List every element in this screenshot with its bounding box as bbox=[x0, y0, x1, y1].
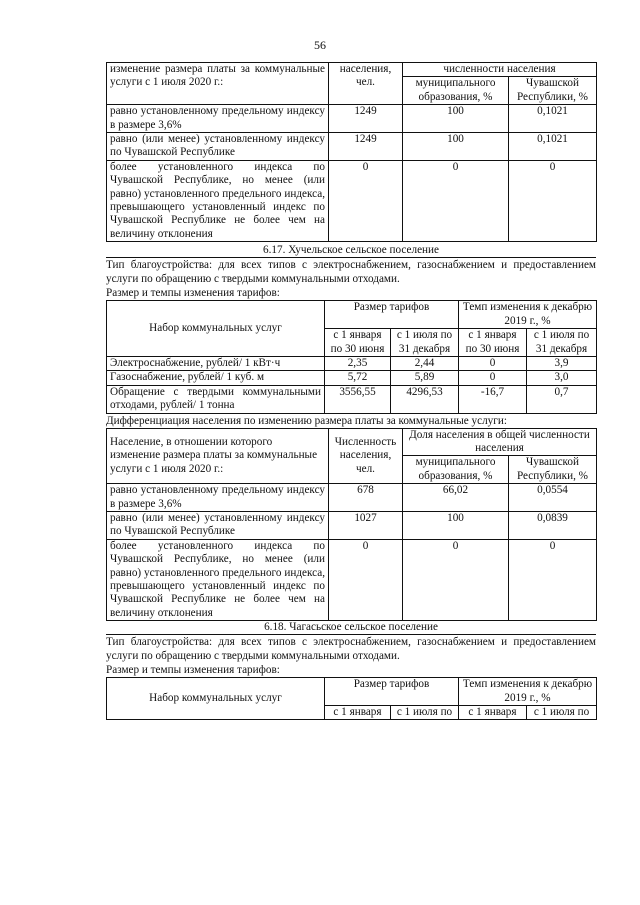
service-name: Обращение с твердыми коммунальными отходами, рублей/ 1 тонна bbox=[107, 385, 325, 413]
tariff-jul: 2,44 bbox=[391, 356, 459, 370]
header-share: численности населения bbox=[403, 63, 597, 77]
service-name: Электроснабжение, рублей/ 1 кВт·ч bbox=[107, 356, 325, 370]
header-jan2: с 1 января bbox=[459, 706, 527, 720]
header-size: Размер тарифов bbox=[325, 301, 459, 329]
row-pop: 678 bbox=[329, 484, 403, 512]
page-number: 56 bbox=[314, 38, 326, 52]
header-mun: муниципального образования, % bbox=[403, 456, 509, 484]
row-mun: 66,02 bbox=[403, 484, 509, 512]
header-jan: с 1 января bbox=[325, 706, 391, 720]
table-row bbox=[107, 105, 597, 133]
header-jul: с 1 июля по bbox=[391, 706, 459, 720]
row-pop: 1027 bbox=[329, 511, 403, 539]
row-label: равно установленному предельному индексу в размере 3,6% bbox=[107, 105, 329, 133]
header-services: Набор коммунальных услуг bbox=[107, 301, 325, 357]
table-row bbox=[107, 511, 597, 539]
header-rate: Темп изменения к декабрю 2019 г., % bbox=[459, 678, 597, 706]
row-rep: 0,0554 bbox=[509, 484, 597, 512]
header-rep: Чувашской Республики, % bbox=[509, 77, 597, 105]
table-row bbox=[107, 160, 597, 241]
header-count: Численность населения, чел. bbox=[329, 428, 403, 484]
header-services: Набор коммунальных услуг bbox=[107, 678, 325, 720]
header-jul: с 1 июля по 31 декабря bbox=[391, 329, 459, 357]
tariff-jan: 2,35 bbox=[325, 356, 391, 370]
header-size: Размер тарифов bbox=[325, 678, 459, 706]
header-rate: Темп изменения к декабрю 2019 г., % bbox=[459, 301, 597, 329]
row-rep: 0,1021 bbox=[509, 133, 597, 161]
rate-jan: 0 bbox=[459, 356, 527, 370]
improvement-text: Тип благоустройства: для всех типов с электроснабжением, газоснабжением и предоставлением услуги по обращению с твердыми коммунальными отходами. bbox=[106, 636, 596, 663]
row-pop: 1249 bbox=[329, 133, 403, 161]
row-label: равно (или менее) установленному индексу по Чувашской Республике bbox=[107, 511, 329, 539]
section-title: 6.18. Чагасьское сельское поселение bbox=[106, 621, 596, 635]
header-jul2: с 1 июля по bbox=[527, 706, 597, 720]
row-mun: 100 bbox=[403, 105, 509, 133]
diff-caption: Дифференциация населения по изменению размера платы за коммунальные услуги: bbox=[106, 414, 507, 427]
header-population: Население, в отношении которого изменение размера платы за коммунальные услуги с 1 июля 2020 г.: bbox=[107, 428, 329, 484]
rate-jul: 3,0 bbox=[527, 371, 597, 385]
rate-jul: 3,9 bbox=[527, 356, 597, 370]
table-row bbox=[107, 133, 597, 161]
table-row bbox=[107, 484, 597, 512]
header-count: населения, чел. bbox=[329, 63, 403, 105]
row-label: более установленного индекса по Чувашской Республике, но менее (или равно) установленного предельного индекса, превышающего установленный индекс по Чувашской Республике не более чем на величину отклонения bbox=[107, 539, 329, 620]
row-pop: 0 bbox=[329, 160, 403, 241]
table-row bbox=[107, 385, 597, 413]
s618-tariff-table bbox=[106, 677, 597, 720]
section-title: 6.17. Хучельское сельское поселение bbox=[106, 242, 596, 258]
rate-jan: 0 bbox=[459, 371, 527, 385]
header-share: Доля населения в общей численности населения bbox=[403, 428, 597, 456]
service-name: Газоснабжение, рублей/ 1 куб. м bbox=[107, 371, 325, 385]
s617-tariff-table bbox=[106, 300, 597, 413]
row-mun: 100 bbox=[403, 133, 509, 161]
header-jul2: с 1 июля по 31 декабря bbox=[527, 329, 597, 357]
row-label: более установленного индекса по Чувашской Республике, но менее (или равно) установленного предельного индекса, превышающего установленный индекс по Чувашской Республике не более чем на величину отклонения bbox=[107, 160, 329, 241]
table-row bbox=[107, 539, 597, 620]
tariff-jul: 5,89 bbox=[391, 371, 459, 385]
tariff-jul: 4296,53 bbox=[391, 385, 459, 413]
row-label: равно (или менее) установленному индексу по Чувашской Республике bbox=[107, 133, 329, 161]
rate-jan: -16,7 bbox=[459, 385, 527, 413]
tariff-jan: 3556,55 bbox=[325, 385, 391, 413]
header-population: изменение размера платы за коммунальные услуги с 1 июля 2020 г.: bbox=[107, 63, 329, 105]
header-jan: с 1 января по 30 июня bbox=[325, 329, 391, 357]
row-label: равно установленному предельному индексу в размере 3,6% bbox=[107, 484, 329, 512]
row-rep: 0,1021 bbox=[509, 105, 597, 133]
row-rep: 0 bbox=[509, 539, 597, 620]
row-rep: 0 bbox=[509, 160, 597, 241]
rate-jul: 0,7 bbox=[527, 385, 597, 413]
table-row bbox=[107, 356, 597, 370]
tariffs-caption: Размер и темпы изменения тарифов: bbox=[106, 664, 280, 677]
header-jan2: с 1 января по 30 июня bbox=[459, 329, 527, 357]
improvement-text: Тип благоустройства: для всех типов с электроснабжением, газоснабжением и предоставлением услуги по обращению с твердыми коммунальными отходами. bbox=[106, 259, 596, 286]
header-mun: муниципального образования, % bbox=[403, 77, 509, 105]
header-rep: Чувашской Республики, % bbox=[509, 456, 597, 484]
table-row bbox=[107, 371, 597, 385]
row-pop: 1249 bbox=[329, 105, 403, 133]
tariffs-caption: Размер и темпы изменения тарифов: bbox=[106, 287, 280, 300]
row-mun: 100 bbox=[403, 511, 509, 539]
tariff-jan: 5,72 bbox=[325, 371, 391, 385]
row-pop: 0 bbox=[329, 539, 403, 620]
s616-diff-table bbox=[106, 62, 597, 242]
s617-diff-table bbox=[106, 428, 597, 622]
row-rep: 0,0839 bbox=[509, 511, 597, 539]
row-mun: 0 bbox=[403, 160, 509, 241]
row-mun: 0 bbox=[403, 539, 509, 620]
document-body bbox=[106, 62, 596, 720]
